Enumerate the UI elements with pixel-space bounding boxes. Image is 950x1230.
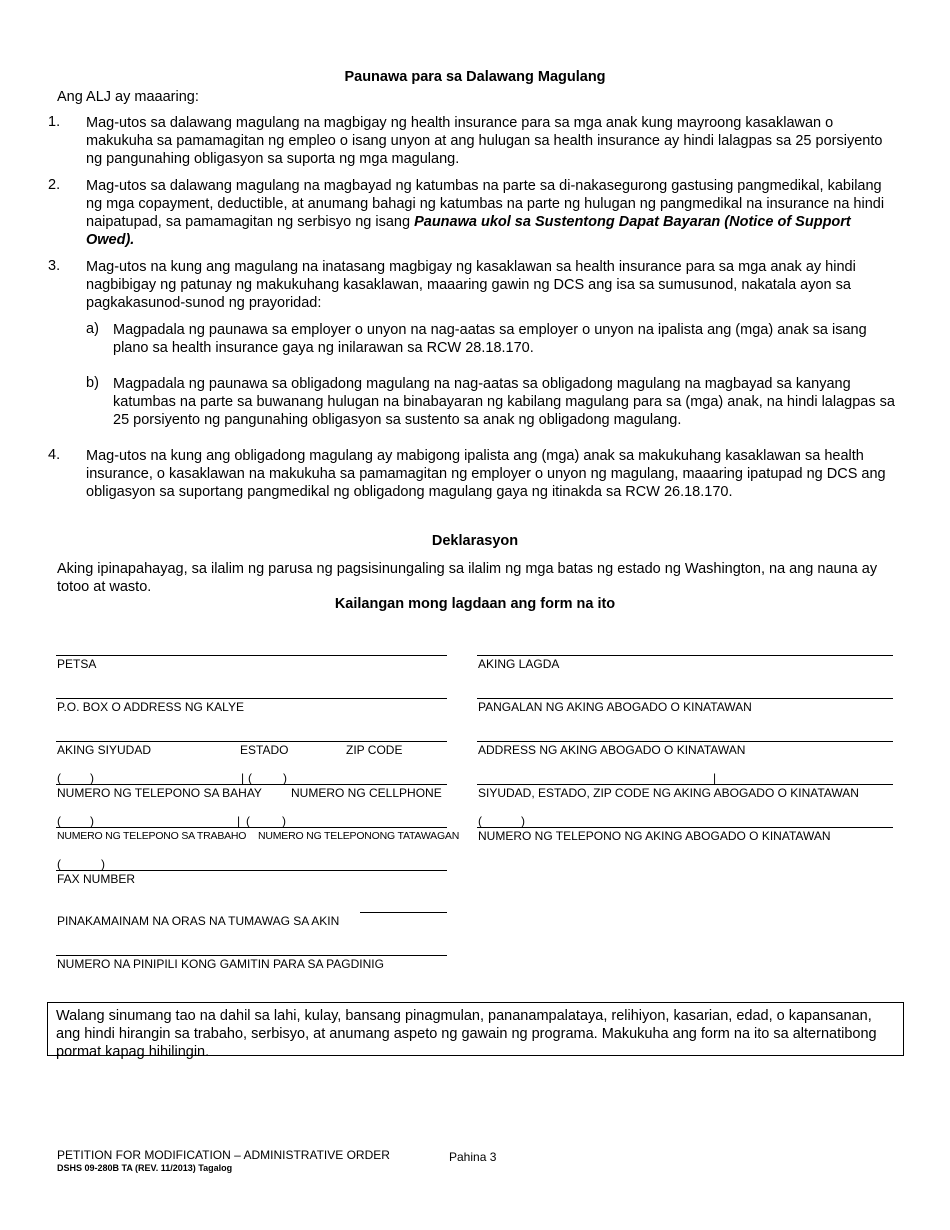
attorney-address-line[interactable] bbox=[477, 741, 893, 742]
page-number: Pahina 3 bbox=[449, 1150, 497, 1164]
address-line[interactable] bbox=[56, 698, 447, 699]
item-number: 4. bbox=[48, 447, 61, 463]
nondiscrimination-notice: Walang sinumang tao na dahil sa lahi, kulay, bansang pinagmulan, pananampalataya, relihiyon, kasarian, edad, o kapansanan, ang hindi hirangin sa trabaho, serbisyo, at anumang aspeto ng gawain ng programa. Makukuha ang form na ito sa alternatibong pormat kapag hihilingin. bbox=[47, 1002, 904, 1056]
state-label: ESTADO bbox=[240, 743, 289, 757]
attorney-phone-label: NUMERO NG TELEPONO NG AKING ABOGADO O KINATAWAN bbox=[478, 829, 831, 843]
work-phone-line[interactable] bbox=[56, 827, 447, 828]
paren-close: ) bbox=[90, 814, 94, 828]
declaration-heading: Deklarasyon bbox=[431, 533, 519, 549]
signature-line[interactable] bbox=[477, 655, 893, 656]
paren-open: ( bbox=[57, 857, 61, 871]
date-line[interactable] bbox=[56, 655, 447, 656]
paren-close: ) bbox=[101, 857, 105, 871]
item-emphasis: Paunawa ukol sa Sustentong Dapat Bayaran (Notice of Support Owed). bbox=[86, 214, 851, 248]
hearing-number-line[interactable] bbox=[56, 955, 447, 956]
hearing-number-label: NUMERO NA PINIPILI KONG GAMITIN PARA SA PAGDINIG bbox=[57, 957, 384, 971]
paren-close: ) bbox=[283, 771, 287, 785]
footer-form-title: PETITION FOR MODIFICATION – ADMINISTRATIVE ORDER bbox=[57, 1148, 390, 1162]
paren-open: ( bbox=[248, 771, 252, 785]
sub-list-item: Magpadala ng paunawa sa obligadong magulang na nag-aatas sa obligadong magulang na magbayad sa kanyang katumbas na parte sa buwanang hulugan na binabayaran ng kabilang magulang para sa (mga) anak, na hindi lalagpas sa 25 porsiyento ng pangunahing obligasyon sa sustento sa anak ng obligadong magulang. bbox=[113, 376, 895, 428]
subitem-letter: a) bbox=[86, 321, 99, 337]
fax-line[interactable] bbox=[56, 870, 447, 871]
sign-heading: Kailangan mong lagdaan ang form na ito bbox=[334, 596, 616, 612]
paren-open: ( bbox=[57, 771, 61, 785]
separator: | bbox=[713, 771, 717, 785]
attorney-city-line[interactable] bbox=[477, 784, 893, 785]
date-label: PETSA bbox=[57, 657, 97, 671]
phone-line[interactable] bbox=[56, 784, 447, 785]
separator: | bbox=[241, 771, 245, 785]
separator: | bbox=[237, 814, 241, 828]
attorney-city-label: SIYUDAD, ESTADO, ZIP CODE NG AKING ABOGADO O KINATAWAN bbox=[478, 786, 859, 800]
intro-text: Ang ALJ ay maaaring: bbox=[57, 89, 199, 105]
list-item: Mag-utos na kung ang obligadong magulang ay mabigong ipalista ang (mga) anak sa makukuhang kasaklawan sa health insurance, o kasaklawan na makukuha sa pamamagitan ng employer o unyon ng magulang, maaaring ipatupad ng DCS ang obligasyon sa suportang pangmedikal ng obligadong magulang gaya ng itinakda sa RCW 26.18.170. bbox=[86, 448, 886, 500]
item-number: 1. bbox=[48, 114, 61, 130]
zip-label: ZIP CODE bbox=[346, 743, 403, 757]
paren-open: ( bbox=[57, 814, 61, 828]
attorney-name-line[interactable] bbox=[477, 698, 893, 699]
form-id: DSHS 09-280B TA (REV. 11/2013) Tagalog bbox=[57, 1163, 233, 1173]
attorney-name-label: PANGALAN NG AKING ABOGADO O KINATAWAN bbox=[478, 700, 752, 714]
paren-close: ) bbox=[90, 771, 94, 785]
attorney-address-label: ADDRESS NG AKING ABOGADO O KINATAWAN bbox=[478, 743, 746, 757]
address-label: P.O. BOX O ADDRESS NG KALYE bbox=[57, 700, 244, 714]
paren-close: ) bbox=[282, 814, 286, 828]
item-text: Mag-utos sa dalawang magulang na magbayad ng katumbas na parte sa di-nakasegurong gastusing pangmedikal, kabilang ng mga copayment, deductible, at anumang bahagi ng katumbas na parte ng hulugan ng pangmedikal na insurance na hindi naipatupad, sa pamamagitan ng serbisyo ng isang bbox=[86, 178, 885, 230]
work-phone-label: NUMERO NG TELEPONO SA TRABAHO bbox=[57, 830, 247, 842]
item-number: 2. bbox=[48, 177, 61, 193]
sub-list-item: Magpadala ng paunawa sa employer o unyon na nag-aatas sa employer o unyon na ipalista ang (mga) anak sa isang plano sa health insurance gaya ng inilarawan sa RCW 28.18.170. bbox=[113, 322, 867, 356]
city-label: AKING SIYUDAD bbox=[57, 743, 152, 757]
list-item bbox=[86, 177, 896, 249]
list-item: Mag-utos na kung ang magulang na inatasang magbigay ng kasaklawan sa health insurance para sa mga anak ay hindi nagbibigay ng patunay ng makukuhang kasaklawan, maaaring gawin ng DCS ang isa sa sumusunod, nakatala ayon sa pagkakasunod-sunod ng prayoridad: bbox=[86, 259, 856, 311]
city-state-zip-line[interactable] bbox=[56, 741, 447, 742]
item-number: 3. bbox=[48, 258, 61, 274]
declaration-text: Aking ipinapahayag, sa ilalim ng parusa ng pagsisinungaling sa ilalim ng mga batas ng estado ng Washington, na ang nauna ay totoo at wasto. bbox=[57, 561, 878, 595]
attorney-phone-line[interactable] bbox=[477, 827, 893, 828]
page-title: Paunawa para sa Dalawang Magulang bbox=[344, 69, 606, 85]
paren-open: ( bbox=[246, 814, 250, 828]
fax-label: FAX NUMBER bbox=[57, 872, 136, 886]
subitem-letter: b) bbox=[86, 375, 99, 391]
paren-open: ( bbox=[478, 814, 482, 828]
paren-close: ) bbox=[521, 814, 525, 828]
cellphone-label: NUMERO NG CELLPHONE bbox=[291, 786, 442, 800]
home-phone-label: NUMERO NG TELEPONO SA BAHAY bbox=[57, 786, 262, 800]
signature-label: AKING LAGDA bbox=[478, 657, 560, 671]
list-item: Mag-utos sa dalawang magulang na magbigay ng health insurance para sa mga anak kung mayroong kasaklawan o makukuha sa pamamagitan ng empleo o isang unyon at ang hulugan sa health insurance ay hindi lalagpas sa 25 porsiyento ng pangunahing obligasyon sa suporta ng mga magulang. bbox=[86, 115, 883, 167]
best-time-line[interactable] bbox=[360, 912, 447, 913]
callback-phone-label: NUMERO NG TELEPONONG TATAWAGAN bbox=[258, 830, 460, 842]
best-time-label: PINAKAMAINAM NA ORAS NA TUMAWAG SA AKIN bbox=[57, 914, 340, 928]
